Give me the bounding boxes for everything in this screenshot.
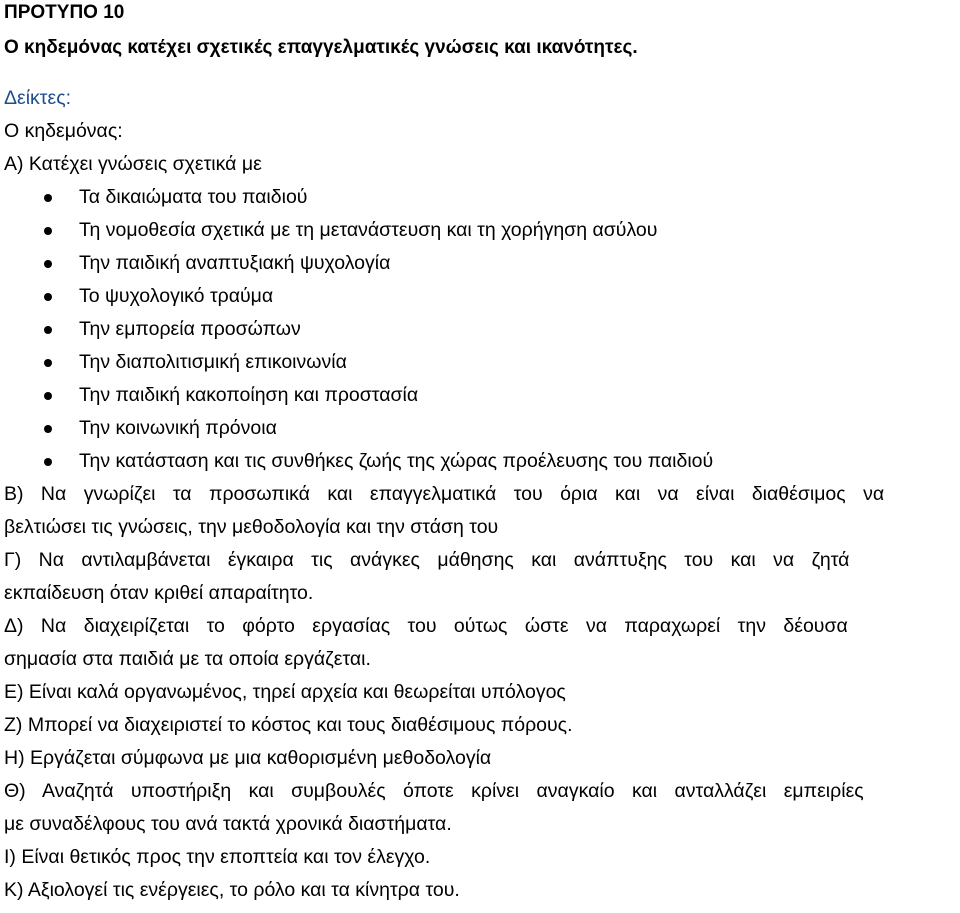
bullet-item-text: Την κατάσταση και τις συνθήκες ζωής της χώρας προέλευσης του παιδιού	[79, 450, 714, 472]
bullet-item	[4, 445, 958, 478]
paragraph-k: Κ) Αξιολογεί τις ενέργειες, το ρόλο και τα κίνητρα του.	[4, 879, 460, 901]
paragraph-g-line-1-text: Γ) Να αντιλαμβάνεται έγκαιρα τις ανάγκες μάθησης και ανάπτυξης του και να ζητά	[4, 549, 850, 571]
paragraph-e: Ε) Είναι καλά οργανωμένος, τηρεί αρχεία και θεωρείται υπόλογος	[4, 681, 566, 703]
paragraph-i: Ι) Είναι θετικός προς την εποπτεία και τον έλεγχο.	[4, 846, 431, 868]
paragraph-b-line-1-text: Β) Να γνωρίζει τα προσωπικά και επαγγελματικά του όρια και να είναι διαθέσιμος να	[4, 483, 885, 505]
paragraph-b-line-1	[4, 478, 958, 511]
bullet-item	[4, 313, 958, 346]
bullet-item-text: Την διαπολιτισμική επικοινωνία	[79, 351, 347, 373]
bullet-item	[4, 412, 958, 445]
bullet-icon	[44, 392, 52, 400]
bullet-icon	[44, 293, 52, 301]
bullet-icon	[44, 359, 52, 367]
bullet-icon	[44, 326, 52, 334]
bullet-icon	[44, 227, 52, 235]
bullet-item-text: Την παιδική κακοποίηση και προστασία	[79, 384, 419, 406]
section-a-heading: Α) Κατέχει γνώσεις σχετικά με	[4, 153, 262, 175]
bullet-icon	[44, 458, 52, 466]
bullet-item-text: Την παιδική αναπτυξιακή ψυχολογία	[79, 252, 391, 274]
standard-title: ΠΡΟΤΥΠΟ 10	[4, 2, 125, 23]
guardian-label: Ο κηδεμόνας:	[4, 120, 123, 142]
bullet-item	[4, 379, 958, 412]
paragraph-g-line-1	[4, 544, 958, 577]
bullet-item	[4, 346, 958, 379]
bullet-item	[4, 181, 958, 214]
paragraph-th-line-2: με συναδέλφους του ανά τακτά χρονικά διαστήματα.	[4, 813, 452, 835]
bullet-item-text: Τη νομοθεσία σχετικά με τη μετανάστευση και τη χορήγηση ασύλου	[79, 219, 658, 241]
section-a-bullet-list	[4, 181, 958, 478]
paragraph-h: Η) Εργάζεται σύμφωνα με μια καθορισμένη μεθοδολογία	[4, 747, 492, 769]
bullet-item	[4, 247, 958, 280]
bullet-icon	[44, 425, 52, 433]
bullet-icon	[44, 194, 52, 202]
bullet-item-text: Το ψυχολογικό τραύμα	[79, 285, 274, 307]
bullet-item-text: Την εμπορεία προσώπων	[79, 318, 301, 340]
paragraph-d-line-1-text: Δ) Να διαχειρίζεται το φόρτο εργασίας του ούτως ώστε να παραχωρεί την δέουσα	[4, 615, 848, 637]
paragraph-g-line-2: εκπαίδευση όταν κριθεί απαραίτητο.	[4, 582, 314, 604]
paragraph-th-line-1-text: Θ) Αναζητά υποστήριξη και συμβουλές όποτε κρίνει αναγκαίο και ανταλλάζει εμπειρίες	[4, 780, 864, 802]
paragraph-b-line-2: βελτιώσει τις γνώσεις, την μεθοδολογία και την στάση του	[4, 516, 499, 538]
bullet-item-text: Την κοινωνική πρόνοια	[79, 417, 277, 439]
bullet-item-text: Τα δικαιώματα του παιδιού	[79, 186, 308, 208]
standard-subtitle: Ο κηδεμόνας κατέχει σχετικές επαγγελματικές γνώσεις και ικανότητες.	[4, 37, 638, 58]
indicators-label: Δείκτες:	[4, 87, 72, 109]
document-page	[4, 0, 958, 907]
paragraph-d-line-2: σημασία στα παιδιά με τα οποία εργάζεται.	[4, 648, 371, 670]
paragraph-z: Ζ) Μπορεί να διαχειριστεί το κόστος και τους διαθέσιμους πόρους.	[4, 714, 573, 736]
paragraph-d-line-1	[4, 610, 958, 643]
bullet-icon	[44, 260, 52, 268]
bullet-item	[4, 280, 958, 313]
paragraph-th-line-1	[4, 775, 958, 808]
bullet-item	[4, 214, 958, 247]
